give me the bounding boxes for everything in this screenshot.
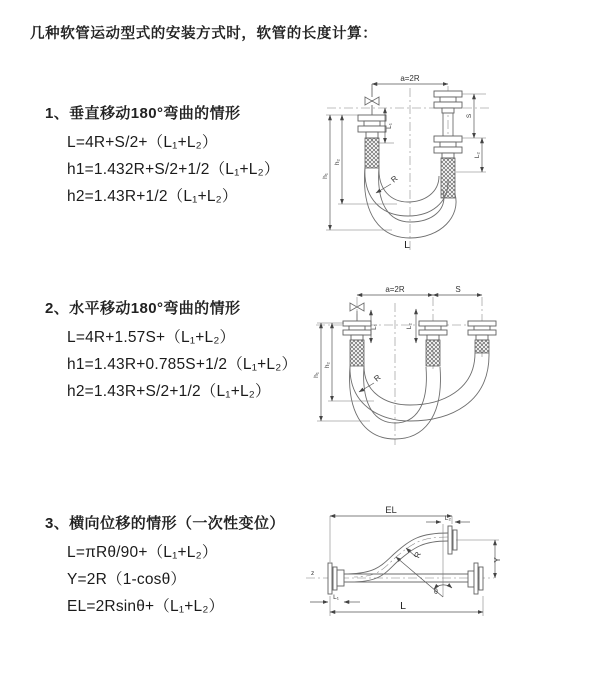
- dim-label-s: S: [455, 285, 461, 294]
- section-3-formula-el: EL=2Rsinθ+（L₁+L₂）: [67, 598, 225, 615]
- dim-label-s: S: [466, 113, 473, 119]
- section-1: [45, 102, 315, 210]
- radius-label: R: [389, 173, 400, 185]
- section-2-heading: 2、水平移动180°弯曲的情形: [45, 300, 241, 317]
- section-2-formula-h1: h1=1.43R+0.785S+1/2（L₁+L₂）: [67, 356, 298, 373]
- centerline-mark: z: [311, 570, 315, 577]
- middle-hose-braid: [426, 340, 440, 366]
- dim-label-l1: L₁: [333, 594, 339, 601]
- dim-label-y: Y: [493, 557, 502, 563]
- right-flange-upper: [434, 91, 462, 113]
- dim-label-l2: L₂: [444, 515, 452, 522]
- section-1-heading: 1、垂直移动180°弯曲的情形: [45, 105, 241, 122]
- dimension-l1: [310, 594, 360, 602]
- section-1-formula-h2: h2=1.43R+1/2（L₁+L₂）: [67, 188, 238, 205]
- left-hose-braid: [350, 340, 364, 366]
- left-hose-braid: [365, 138, 379, 168]
- right-flange-lower: [434, 136, 462, 158]
- dim-label-l1: L₁: [371, 324, 378, 330]
- dim-label-length: L: [400, 600, 406, 612]
- section-3: [45, 512, 315, 620]
- dimension-s: [433, 285, 482, 295]
- valve-icon: [365, 84, 379, 115]
- dim-label-l2: L₂: [474, 151, 481, 159]
- diagram-horizontal-180-bend: [308, 283, 598, 463]
- dim-label-l2: L₂: [406, 322, 413, 330]
- dimension-a2r: [372, 74, 448, 84]
- left-flange-assembly: [343, 321, 371, 340]
- radius-label: R: [412, 550, 424, 560]
- left-flange-assembly: [358, 115, 386, 138]
- section-3-heading: 3、横向位移的情形（一次性变位）: [45, 515, 285, 532]
- dim-label-h1: h₁: [313, 372, 320, 378]
- right-hose-braid: [475, 340, 489, 353]
- section-2: [45, 297, 315, 405]
- radius-label: R: [372, 372, 383, 384]
- section-1-formula-l: L=4R+S/2+（L₁+L₂）: [67, 134, 218, 151]
- hose-s-curve: [348, 533, 448, 582]
- radius-callout: [406, 548, 423, 559]
- dim-label-h2: h₂: [334, 158, 341, 166]
- dimension-s: [462, 94, 486, 138]
- dimension-a2r: [357, 285, 433, 295]
- dim-label-h1: h₁: [322, 173, 329, 179]
- centerlines: [316, 297, 494, 445]
- right-flange-assembly: [468, 321, 496, 340]
- angle-label: θ: [434, 589, 438, 596]
- centerlines: [327, 86, 492, 250]
- dim-label-a2r: a=2R: [385, 285, 405, 294]
- dimension-l2: [456, 138, 486, 172]
- section-3-formula-l: L=πRθ/90+（L₁+L₂）: [67, 544, 218, 561]
- angle-construction: [396, 524, 452, 597]
- section-2-formula-l: L=4R+1.57S+（L₁+L₂）: [67, 329, 236, 346]
- middle-flange-assembly: [419, 321, 447, 340]
- lower-right-flange: [468, 563, 483, 594]
- dim-label-length: L: [404, 239, 410, 251]
- dim-label-l1: L₁: [386, 123, 393, 129]
- section-3-formula-y: Y=2R（1-cosθ）: [67, 571, 187, 588]
- diagram-lateral-displacement: [298, 500, 598, 650]
- left-flange: [328, 563, 344, 594]
- section-1-formula-h1: h1=1.432R+S/2+1/2（L₁+L₂）: [67, 161, 280, 178]
- hose-u-bend-curves: [350, 353, 489, 439]
- dim-label-a2r: a=2R: [400, 74, 420, 83]
- dimension-l1: [371, 310, 378, 343]
- dim-label-el: EL: [385, 505, 397, 516]
- section-2-formula-h2: h2=1.43R+S/2+1/2（L₁+L₂）: [67, 383, 271, 400]
- dimension-length: [330, 596, 483, 616]
- dimension-l2: [406, 309, 416, 343]
- upper-right-flange: [448, 526, 457, 554]
- page-title: 几种软管运动型式的安装方式时，软管的长度计算：: [30, 26, 378, 42]
- diagram-vertical-180-bend: [312, 64, 597, 264]
- dim-label-h2: h₂: [324, 361, 331, 369]
